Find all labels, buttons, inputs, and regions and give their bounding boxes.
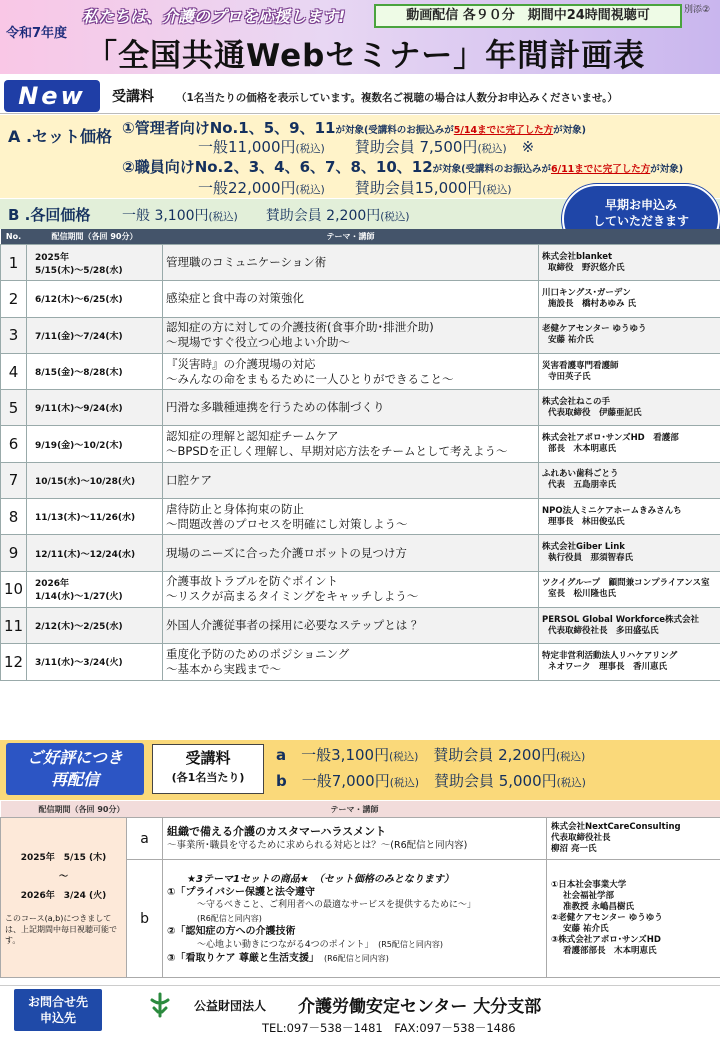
tax-note: (税込) [208, 211, 238, 223]
fee-note: （1名当たりの価格を表示しています。複数名ご視聴の場合は人数分お申込みくださいませ。） [176, 92, 618, 104]
rebroadcast-fee-note: (各1名当たり) [171, 771, 245, 784]
staff-set-note-end: が対象) [650, 164, 684, 175]
session-instructor [539, 281, 720, 317]
table-row [1, 281, 720, 317]
staff-set-prices [198, 177, 511, 198]
fiscal-year: 令和7年度 [6, 26, 68, 41]
instructor-org: 老健ケアセンター ゆうゆう [542, 324, 647, 335]
tax-note: (税込) [389, 751, 419, 763]
tax-note: (税込) [477, 143, 507, 155]
session-no: 8 [1, 499, 27, 535]
session-topic-title: 重度化予防のためのポジショニング [166, 646, 350, 661]
instructor-name: ネオワーク 理事長 香川恵氏 [548, 661, 668, 672]
instructor-name: 代表取締役 伊藤亜記氏 [548, 407, 642, 418]
rebroadcast-fee-box [152, 744, 264, 794]
session-topic [163, 607, 539, 643]
session-dates: 7/11(金)～7/24(木) [35, 331, 123, 342]
single-member-price: 賛助会員 2,200円 [265, 208, 381, 224]
session-year: 2025年 [35, 252, 70, 263]
schedule-body [1, 245, 720, 681]
session-no: 1 [1, 245, 27, 281]
session-period [27, 281, 163, 317]
instructor-org: ツクイグループ 顧問兼コンプライアンス室 [542, 578, 710, 589]
tax-note: (税込) [380, 211, 410, 223]
set-item-1-note: (R6配信と同内容) [197, 913, 262, 923]
table-row [1, 571, 720, 607]
instructor-org: 株式会社blanket [542, 251, 613, 262]
session-topic [163, 535, 539, 571]
header-instructor [539, 229, 720, 245]
session-dates: 11/13(木)～11/26(水) [35, 513, 136, 524]
re-table-header-row [1, 801, 720, 818]
session-period [27, 571, 163, 607]
staff-member-price: 賛助会員15,000円 [354, 179, 483, 197]
re-period-end: 2026年 3/24 (火) [20, 890, 107, 901]
staff-set-note: が対象(受講料のお振込みが [432, 164, 551, 175]
instructor-line: 看護部部長 木本明恵氏 [563, 946, 657, 956]
set-item-2-sub: ～心地よい動きにつながる4つのポイント」 [197, 939, 370, 950]
session-period [27, 499, 163, 535]
session-instructor [539, 353, 720, 389]
instructor-name: 寺田英子氏 [548, 371, 591, 382]
session-no: 11 [1, 607, 27, 643]
session-topic [163, 353, 539, 389]
rebroadcast-table [0, 801, 720, 978]
single-price-label: B .各回価格 [8, 206, 91, 224]
header-period: 配信期間（各回 90分） [27, 229, 163, 245]
session-dates: 9/19(金)～10/2(木) [35, 440, 123, 451]
session-no: 5 [1, 390, 27, 426]
session-period [27, 317, 163, 353]
session-topic-title: 介護事故トラブルを防ぐポイント [166, 574, 339, 589]
re-header-instructor [547, 801, 720, 818]
table-row [1, 353, 720, 389]
session-period [27, 607, 163, 643]
re-row-a-topic-sub: ～事業所･職員を守るために求められる対応とは？～(R6配信と同内容) [167, 839, 468, 851]
session-period [27, 426, 163, 462]
rebroadcast-price-b [276, 770, 586, 791]
instructor-name: 施設長 橋村あゆみ 氏 [548, 298, 636, 309]
option-b-general: 一般7,000円 [301, 772, 390, 790]
set-item-2: ②「認知症の方への介護技術 [167, 925, 296, 937]
re-header-theme: テーマ・講師 [163, 801, 547, 818]
instructor-name: 部長 木本明恵氏 [548, 444, 617, 455]
session-topic [163, 644, 539, 680]
option-a-label: a [276, 746, 287, 764]
rebroadcast-badge-line: ご好評につき [27, 748, 123, 767]
option-b-label: b [276, 772, 287, 790]
new-badge: New [4, 80, 100, 112]
session-topic-sub: ～みんなの命をまもるために一人ひとりができること～ [166, 371, 454, 386]
table-row [1, 607, 720, 643]
session-instructor [539, 462, 720, 498]
session-period [27, 462, 163, 498]
rebroadcast-badge [6, 743, 144, 795]
set-product-title: ★3テーマ1セットの商品★ （セット価格のみとなります） [187, 873, 454, 885]
tax-note: (税込) [295, 143, 325, 155]
session-topic-title: 感染症と食中毒の対策強化 [166, 291, 304, 306]
note-mark: ※ [521, 138, 535, 156]
session-topic-sub: ～現場ですぐ役立つ心地よい介助～ [166, 335, 350, 350]
session-no: 9 [1, 535, 27, 571]
session-dates: 10/15(水)～10/28(火) [35, 476, 136, 487]
session-topic-sub: ～BPSDを正しく理解し、早期対応方法をチームとして考えよう～ [166, 444, 508, 459]
contact-badge [14, 989, 102, 1031]
session-instructor [539, 499, 720, 535]
organization-type: 公益財団法人 [194, 999, 267, 1013]
early-line: していただきます [592, 214, 689, 228]
instructor-line: ①日本社会事業大学 [551, 880, 627, 890]
instructor-line: 代表取締役社長 [551, 833, 611, 843]
session-no: 3 [1, 317, 27, 353]
page-title: 「全国共通Webセミナー」年間計画表 [86, 38, 646, 74]
tax-note: (税込) [389, 777, 419, 789]
header-theme: テーマ・講師 [163, 229, 539, 245]
session-instructor [539, 245, 720, 281]
session-no: 4 [1, 353, 27, 389]
table-row [1, 499, 720, 535]
session-topic [163, 390, 539, 426]
session-dates: 9/11(木)～9/24(水) [35, 404, 123, 415]
instructor-line: ②老健ケアセンター ゆうゆう [551, 913, 663, 923]
option-b-member: 賛助会員 5,000円 [433, 772, 557, 790]
instructor-name: 代表取締役社長 多田盛弘氏 [548, 625, 659, 636]
session-topic-title: 虐待防止と身体拘束の防止 [166, 501, 304, 516]
session-topic-title: 現場のニーズに合った介護ロボットの見つけ方 [166, 545, 407, 560]
session-topic-title: 管理職のコミュニケーション術 [166, 255, 327, 270]
manager-set-prices [198, 136, 534, 157]
tax-note: (税込) [295, 184, 325, 196]
tax-note: (税込) [556, 777, 586, 789]
staff-set-line [122, 156, 683, 177]
header-no: No. [1, 229, 27, 245]
session-year: 2026年 [35, 579, 70, 590]
appendix-label: 別添② [684, 5, 711, 15]
set-item-3-note: (R6配信と同内容) [323, 953, 389, 963]
session-topic-sub: ～基本から実践まで～ [166, 661, 281, 676]
re-row-b-topic [163, 860, 547, 978]
manager-member-price: 賛助会員 7,500円 [354, 138, 478, 156]
session-dates: 6/12(木)～6/25(水) [35, 295, 123, 306]
re-period-tilde: ～ [58, 871, 68, 882]
session-dates: 1/14(水)～1/27(火) [35, 592, 123, 603]
re-row-b-instructor [547, 860, 720, 978]
table-row [1, 644, 720, 680]
organization-name: 介護労働安定センター 大分支部 [298, 997, 542, 1017]
instructor-line: ③株式会社アポロ･サンズHD [551, 935, 661, 945]
rebroadcast-price-a [276, 744, 585, 765]
set-item-1-sub: ～守るべきこと、ご利用者への最適なサービスを提供するために～」 [197, 899, 477, 910]
table-row [1, 317, 720, 353]
session-period [27, 353, 163, 389]
session-topic-title: 口腔ケア [166, 472, 212, 487]
table-header-row [1, 229, 720, 245]
instructor-name: 安藤 祐介氏 [548, 335, 594, 346]
session-no: 7 [1, 462, 27, 498]
table-row [1, 390, 720, 426]
instructor-org: 株式会社ねこの手 [542, 396, 611, 407]
instructor-line: 准教授 永嶋昌樹氏 [563, 902, 634, 912]
re-row-a-topic-title: 組織で備える介護のカスタマーハラスメント [167, 824, 387, 838]
session-topic [163, 571, 539, 607]
session-period [27, 245, 163, 281]
option-a-member: 賛助会員 2,200円 [433, 746, 557, 764]
early-line: 早期お申込み [604, 198, 677, 212]
table-row [1, 535, 720, 571]
session-topic [163, 499, 539, 535]
manager-general-price: 一般11,000円 [198, 138, 296, 156]
manager-set-note-end: が対象) [553, 125, 586, 136]
rebroadcast-fee-title: 受講料 [185, 749, 231, 767]
session-instructor [539, 426, 720, 462]
option-a-general: 一般3,100円 [301, 746, 390, 764]
phone-fax: TEL:097－538－1481 FAX:097－538－1486 [262, 1021, 516, 1035]
instructor-org: 特定非営利活動法人リハケアリング [542, 650, 678, 661]
re-row-a-instructor [547, 818, 720, 860]
session-instructor [539, 390, 720, 426]
session-instructor [539, 535, 720, 571]
session-period [27, 535, 163, 571]
session-no: 12 [1, 644, 27, 680]
re-row-a-topic [163, 818, 547, 860]
single-prices [122, 205, 409, 225]
instructor-org: ふれあい歯科ごとう [542, 469, 619, 480]
session-topic-title: 認知症の方に対しての介護技術(食事介助･排泄介助) [166, 320, 434, 335]
instructor-org: NPO法人ミニケアホームきみさんち [542, 505, 682, 516]
instructor-name: 室長 松川隆也氏 [548, 589, 617, 600]
session-period [27, 644, 163, 680]
session-no: 6 [1, 426, 27, 462]
session-period [27, 390, 163, 426]
stream-info: 動画配信 各９０分 期間中24時間視聴可 [374, 4, 682, 28]
instructor-name: 取締役 野沢悠介氏 [548, 262, 625, 273]
staff-general-price: 一般22,000円 [198, 179, 296, 197]
rebroadcast-badge-line: 再配信 [50, 770, 99, 789]
session-topic-sub: ～問題改善のプロセスを明確にし対策しよう～ [166, 516, 408, 531]
session-instructor [539, 317, 720, 353]
session-dates: 3/11(水)～3/24(火) [35, 658, 123, 669]
set-item-3: ③「看取りケア 尊厳と生活支援」 [167, 952, 314, 964]
set-item-2-note: (R5配信と同内容) [378, 939, 443, 949]
manager-set-line [122, 117, 586, 138]
table-row [1, 462, 720, 498]
session-instructor [539, 607, 720, 643]
re-row-a [1, 818, 720, 860]
tagline: 私たちは、介護のプロを応援します! [82, 7, 346, 26]
session-dates: 2/12(木)～2/25(水) [35, 622, 123, 633]
instructor-line: 柳沼 亮一氏 [551, 844, 597, 854]
organization-logo-icon [148, 992, 172, 1018]
instructor-line: 社会福祉学部 [563, 891, 615, 901]
session-topic [163, 317, 539, 353]
tax-note: (税込) [556, 751, 586, 763]
instructor-org: 株式会社アポロ･サンズHD 看護部 [542, 433, 679, 444]
session-dates: 12/11(木)～12/24(水) [35, 549, 136, 560]
manager-set-deadline: 5/14までに完了した方 [453, 125, 554, 136]
re-period-start: 2025年 5/15 (木) [20, 852, 107, 863]
session-dates: 5/15(木)～5/28(水) [35, 265, 123, 276]
instructor-name: 執行役員 那須智春氏 [548, 553, 634, 564]
instructor-org: 株式会社Giber Link [542, 542, 625, 553]
staff-set-deadline: 6/11までに完了した方 [550, 164, 651, 175]
re-row-b-label: b [127, 860, 163, 978]
table-row [1, 426, 720, 462]
instructor-name: 理事長 林田俊弘氏 [548, 516, 625, 527]
table-row [1, 245, 720, 281]
instructor-line: 安藤 祐介氏 [563, 924, 609, 934]
set-item-1: ①「プライバシー保護と法令遵守 [167, 886, 315, 898]
instructor-org: PERSOL Global Workforce株式会社 [542, 614, 700, 625]
fee-title: 受講料 [112, 89, 154, 105]
manager-set-text: ①管理者向けNo.1、5、9、11 [122, 119, 336, 137]
session-topic-sub: ～リスクが高まるタイミングをキャッチしよう～ [166, 589, 419, 604]
session-instructor [539, 644, 720, 680]
session-no: 10 [1, 571, 27, 607]
staff-set-text: ②職員向けNo.2、3、4、6、7、8、10、12 [122, 158, 433, 176]
instructor-org: 災害看護専門看護師 [542, 360, 619, 371]
session-topic-title: 外国人介護従事者の採用に必要なステップとは ？ [166, 618, 423, 633]
session-topic [163, 245, 539, 281]
session-topic [163, 426, 539, 462]
session-topic-title: 円滑な多職種連携を行うための体制づくり [166, 400, 385, 415]
set-price-label: A .セット価格 [8, 127, 113, 146]
session-no: 2 [1, 281, 27, 317]
contact-line: 申込先 [39, 1011, 76, 1025]
schedule-table [0, 229, 720, 681]
session-instructor [539, 571, 720, 607]
session-dates: 8/15(金)～8/28(木) [35, 368, 123, 379]
re-row-a-label: a [127, 818, 163, 860]
instructor-org: 川口キングス･ガーデン [542, 287, 631, 298]
re-header-period: 配信期間（各回 90分） [1, 801, 163, 818]
session-topic [163, 281, 539, 317]
re-period-cell [1, 818, 127, 978]
instructor-line: 株式会社NextCareConsulting [551, 822, 681, 832]
session-topic-title: 『災害時』の介護現場の対応 [166, 356, 316, 371]
instructor-name: 代表 五島朋幸氏 [548, 480, 617, 491]
re-period-note: このコース(a,b)につきましては、上記期間中毎日視聴可能です。 [5, 913, 117, 945]
manager-set-note: が対象(受講料のお振込みが [335, 125, 454, 136]
session-topic-title: 認知症の理解と認知症チームケア [166, 429, 339, 444]
single-general-price: 一般 3,100円 [122, 208, 209, 224]
contact-line: お問合せ先 [27, 995, 88, 1009]
tax-note: (税込) [482, 184, 512, 196]
session-topic [163, 462, 539, 498]
